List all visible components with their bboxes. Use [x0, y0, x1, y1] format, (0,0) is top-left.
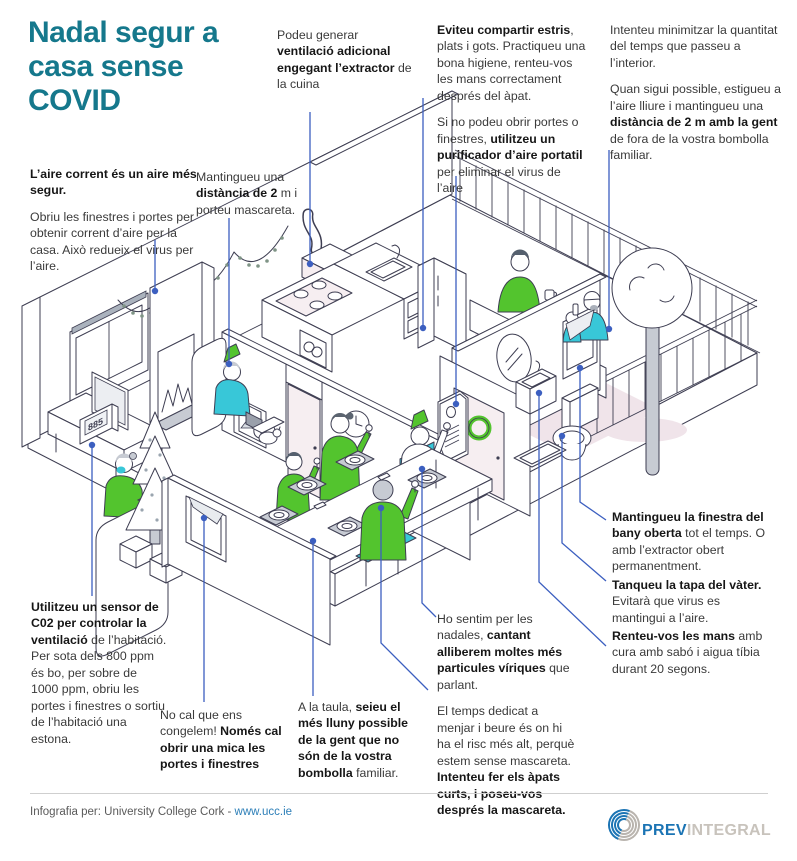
bottle — [573, 304, 578, 315]
credit-text: Infografia per: University College Cork - — [30, 806, 235, 818]
co2-reading: 885 — [88, 416, 104, 434]
face-mask — [117, 467, 126, 474]
tree-shadow — [603, 418, 687, 442]
callout-outdoors: Intenteu minimitzar la quantitat del temps que passeu a l’interior. Quan sigui possible, estigueu a l’aire lliure i mantingueu una distància de 2 m amb la gent de fora de la vostra bombolla familiar. — [610, 23, 781, 163]
callout-distance-mask: Mantingueu una distància de 2 m i porteu mascareta. — [196, 170, 298, 217]
callout-utensils-purifier: Eviteu compartir estris, plats i gots. Practiqueu una bona higiene, renteu-vos les mans correctament després del àpat. Si no podeu obrir portes o finestres, utilitzeu un purificador d’aire portatil per eliminar el virus de l’aire — [437, 23, 586, 196]
callout-bathroom-window: Mantingueu la finestra del bany oberta tot el temps. O amb l’extractor obert permanentment. — [612, 510, 766, 574]
logo-spiral-icon — [606, 801, 642, 845]
page-title: Nadal segur a casa sense COVID — [28, 16, 219, 117]
callout-singing-meals: Ho sentim per les nadales, cantant alliberem moltes més particules víriques que parlant. El temps dedicat a menjar i beure és on hi ha el risc més alt, perquè estem sense mascareta. Intenteu fer els àpats curts, i poseu-vos després la mascareta. — [437, 612, 575, 818]
callout-co2-sensor: Utilitzeu un sensor de C02 per controlar la ventilació de l’habitació. Per sota dels 800 ppm és bo, per sobre de 1000 ppm, obriu les portes i finestres o sortiu de l’habitació una estona. — [31, 600, 167, 746]
callout-air-current: L’aire corrent és un aire més segur. Obriu les finestres i portes per obtenir corrent d’aire per la casa. Això redueix el virus per l’aire. — [30, 167, 197, 274]
logo-integral: INTEGRAL — [686, 822, 771, 839]
tree-canopy — [612, 248, 692, 328]
hair-bun — [130, 453, 137, 460]
fridge — [418, 258, 466, 352]
ucc-link[interactable]: www.ucc.ie — [234, 806, 293, 818]
hair-bun — [347, 413, 354, 420]
callout-table-distance: A la taula, seieu el més lluny possible de la gent que no són de la vostra bombolla familiar. — [298, 700, 409, 780]
callout-extractor: Podeu generar ventilació adicional engegant l’extractor de la cuina — [277, 28, 412, 92]
footer-divider — [30, 793, 768, 794]
footer-credit — [30, 806, 292, 818]
previntegral-logo — [606, 801, 771, 845]
logo-prev: PREV — [642, 822, 687, 839]
callout-wash-hands: Renteu-vos les mans amb cura amb sabó i aigua tíbia durant 20 segons. — [612, 629, 763, 676]
callout-toilet-lid: Tanqueu la tapa del vàter. Evitarà que virus es mantingui a l’aire. — [612, 578, 762, 625]
callout-open-windows: No cal que ens congelem! Només cal obrir una mica les portes i finestres — [160, 708, 282, 772]
